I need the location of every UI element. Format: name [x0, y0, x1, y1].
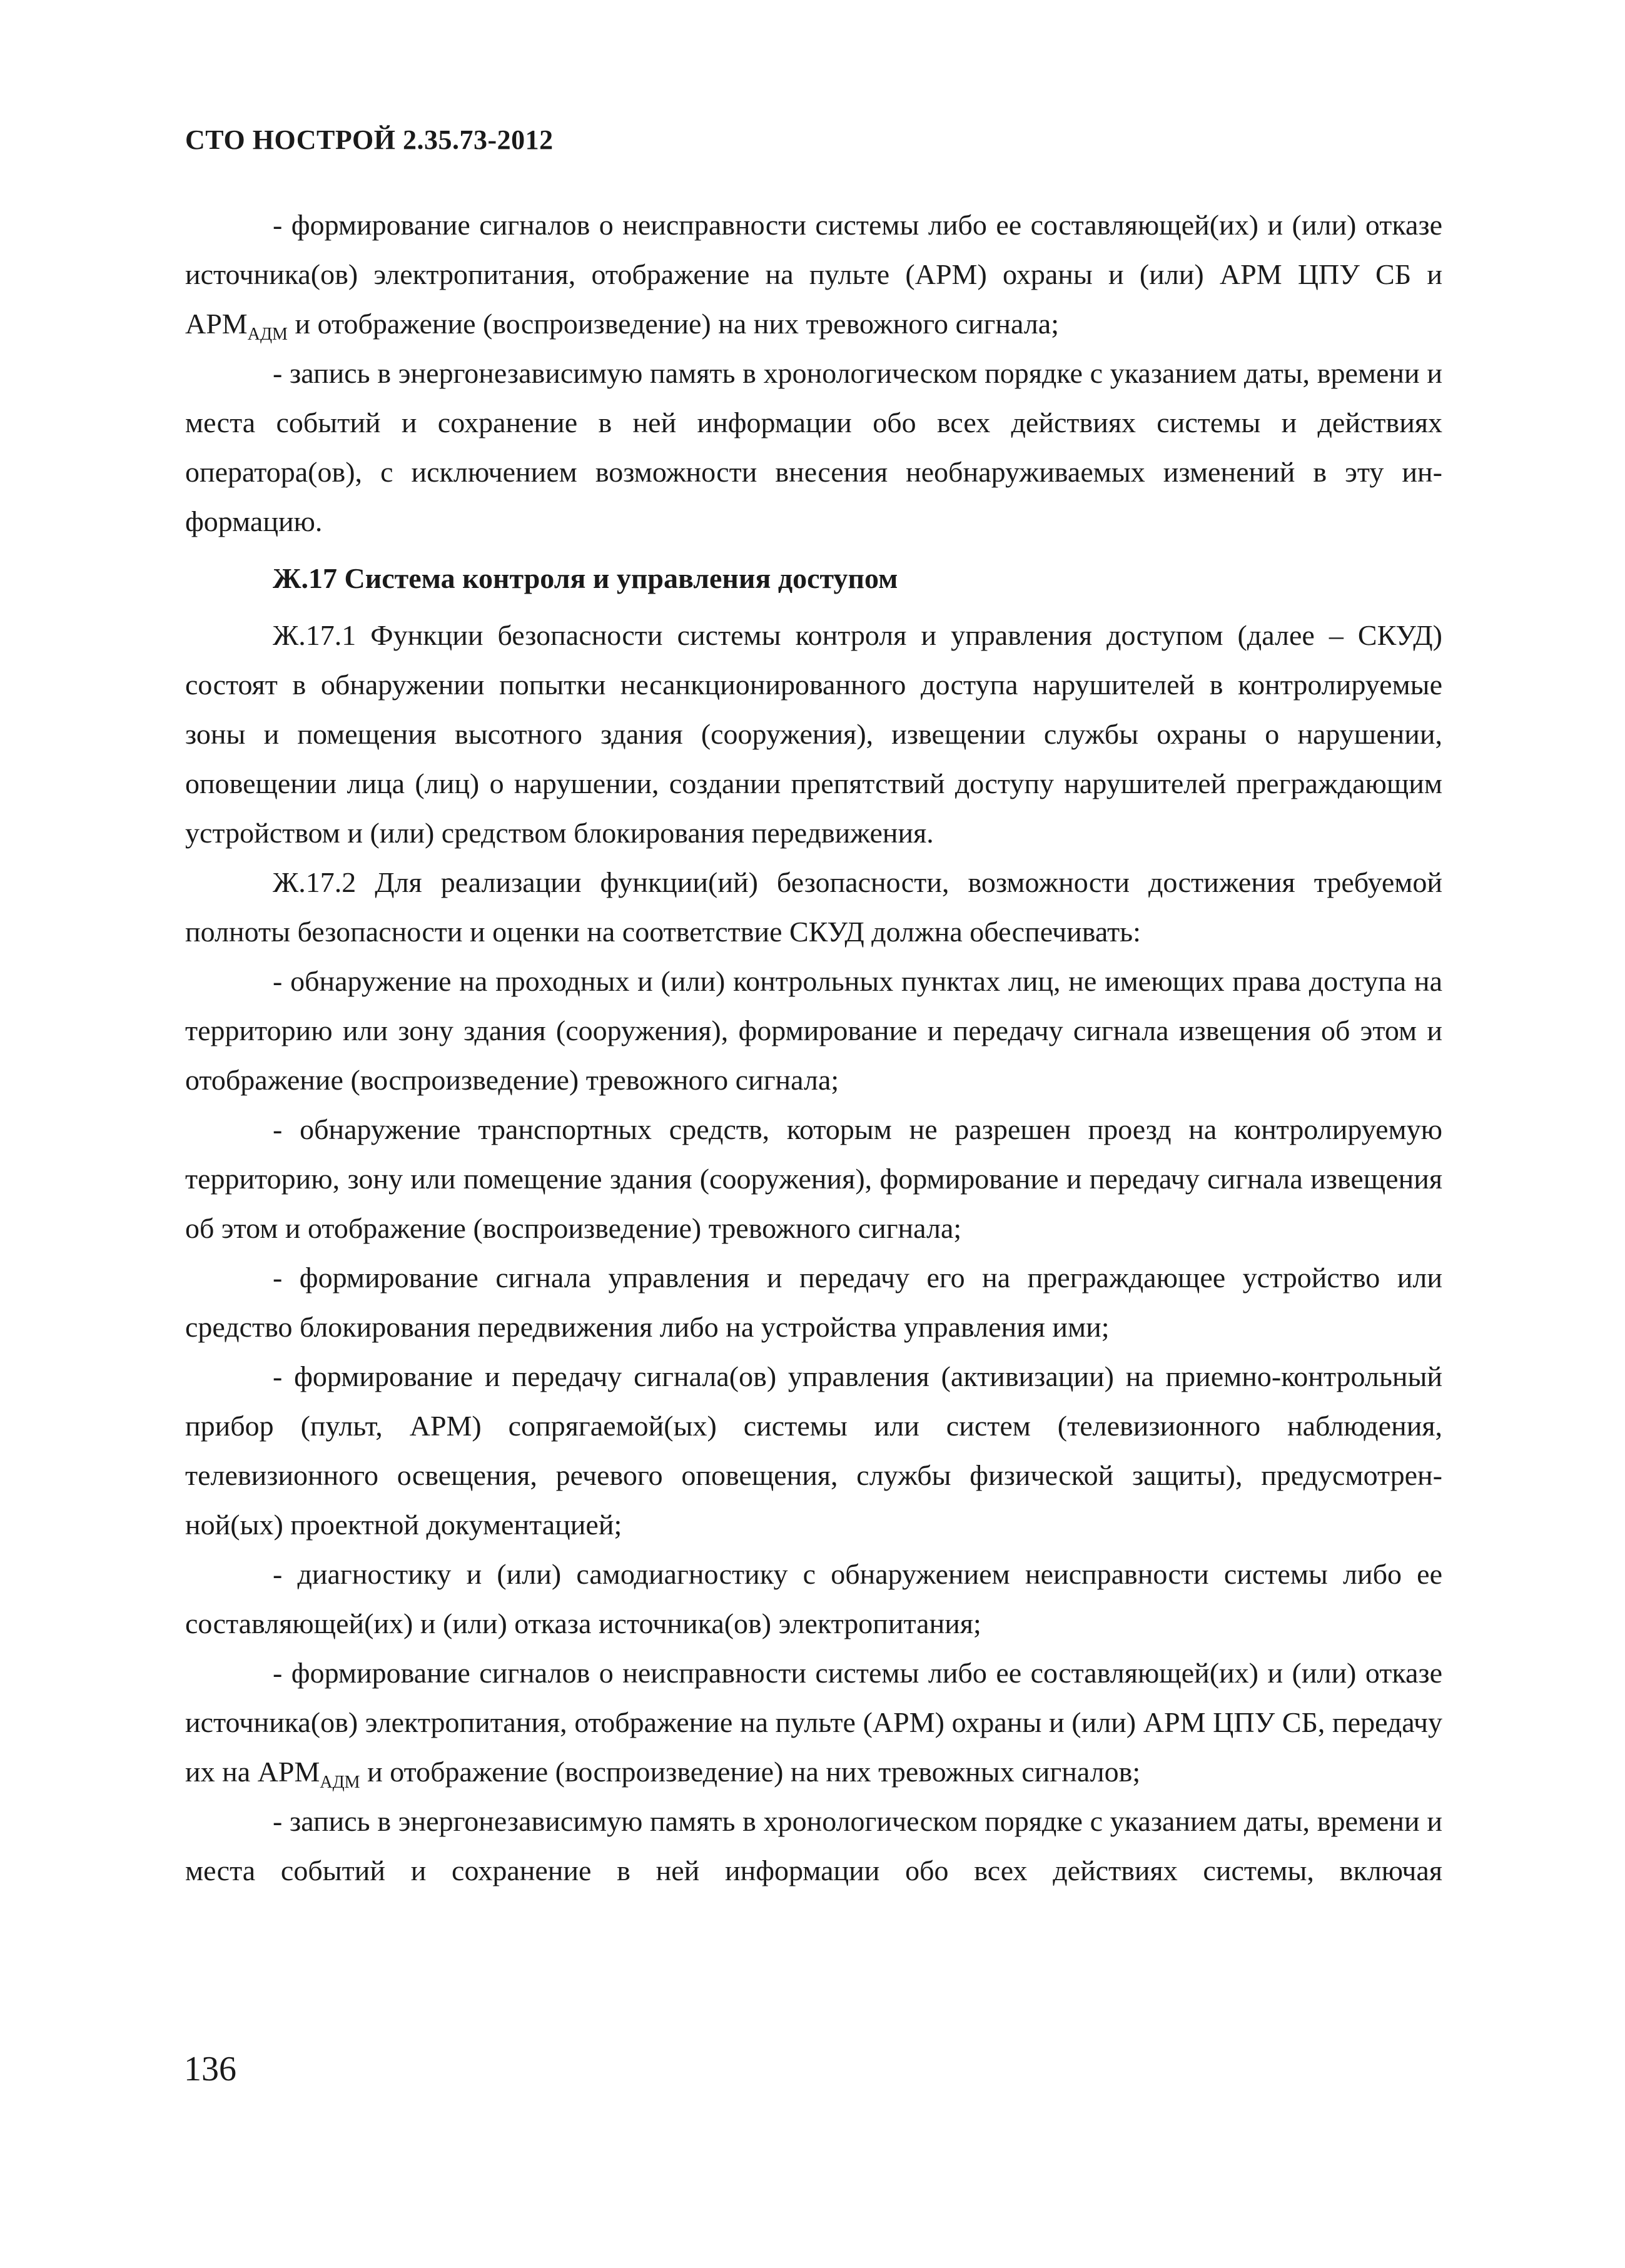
- list-item-activation-signal: - формирование и передачу сигнала(ов) управления (активизации) на приемно-контрольный прибор (пульт, АРМ) сопрягаемой(ых) системы или систем (телевизионного наблюдения, телевизионного освещения, речевого оповещения, службы физической защиты), предусмотренной(ых) проектной документацией;: [185, 1360, 1442, 1541]
- paragraph-text: - формирование сигналов о неисправности системы либо ее составляющей(их) и (или) отказе источника(ов) электропитания, отображение на пульте (АРМ) охраны и (или) АРМ ЦПУ СБ, передачу их на АРМ: [185, 1657, 1442, 1788]
- paragraph-text: - формирование сигналов о неисправности системы либо ее составляющей(их) и (или) отказе источника(ов) электропитания, отображение на пульте (АРМ) охраны и (или) АРМ ЦПУ СБ и АРМ: [185, 209, 1442, 340]
- paragraph-skud-requirements: Ж.17.2 Для реализации функции(ий) безопасности, возможности достижения требуемой полноты безопасности и оценки на соответствие СКУД должна обеспечивать:: [185, 866, 1442, 948]
- section-heading-skud: Ж.17 Система контроля и управления доступом: [273, 562, 898, 594]
- list-item-control-signal: - формирование сигнала управления и передачу его на преграждающее устройство или средство блокирования передвижения либо на устройства управления ими;: [185, 1262, 1442, 1343]
- list-item-vehicle-detection: - обнаружение транспортных средств, которым не разрешен проезд на контролируемую территорию, зону или помещение здания (сооружения), формирование и передачу сигнала извещения об этом и отображение (воспроизведение) тревожного сигнала;: [185, 1113, 1442, 1244]
- document-header: СТО НОСТРОЙ 2.35.73-2012: [185, 124, 554, 155]
- paragraph-text: и отображение (воспроизведение) на них тревожного сигнала;: [287, 308, 1059, 340]
- subscript-adm: АДМ: [247, 325, 288, 344]
- subscript-adm: АДМ: [320, 1773, 360, 1792]
- list-item-fault-signals-2: [185, 1648, 1442, 1796]
- paragraph-skud-functions: Ж.17.1 Функции безопасности системы контроля и управления доступом (далее – СКУД) состоят в обнаружении попытки несанкционированного доступа нарушителей в контролируемые зоны и помещения высотного здания (сооружения), извещении службы охраны о нарушении, оповещении лица (лиц) о нарушении, создании препятствий доступу нарушителей преграждающим устройством и (или) средством блокирования передвижения.: [185, 619, 1442, 849]
- page-number: 136: [184, 2050, 236, 2088]
- paragraph-memory-record-1: - запись в энергонезависимую память в хронологическом порядке с указанием даты, времени и места событий и сохранение в ней информации обо всех действиях системы и действиях оператора(ов), с исключением возможности внесения необнаруживаемых изменений в эту информацию.: [185, 357, 1442, 537]
- paragraph-text: и отображение (воспроизведение) на них тревожных сигналов;: [360, 1756, 1141, 1788]
- list-item-memory-record-2: - запись в энергонезависимую память в хронологическом порядке с указанием даты, времени и места событий и сохранение в ней информации обо всех действиях системы, включая: [185, 1805, 1442, 1886]
- list-item-diagnostics: - диагностику и (или) самодиагностику с обнаружением неисправности системы либо ее составляющей(их) и (или) отказа источника(ов) электропитания;: [185, 1558, 1442, 1639]
- document-body: [185, 200, 1442, 1895]
- paragraph-fault-signals-1: [185, 200, 1442, 348]
- list-item-person-detection: - обнаружение на проходных и (или) контрольных пунктах лиц, не имеющих права доступа на территорию или зону здания (сооружения), формирование и передачу сигнала извещения об этом и отображение (воспроизведение) тревожного сигнала;: [185, 965, 1442, 1096]
